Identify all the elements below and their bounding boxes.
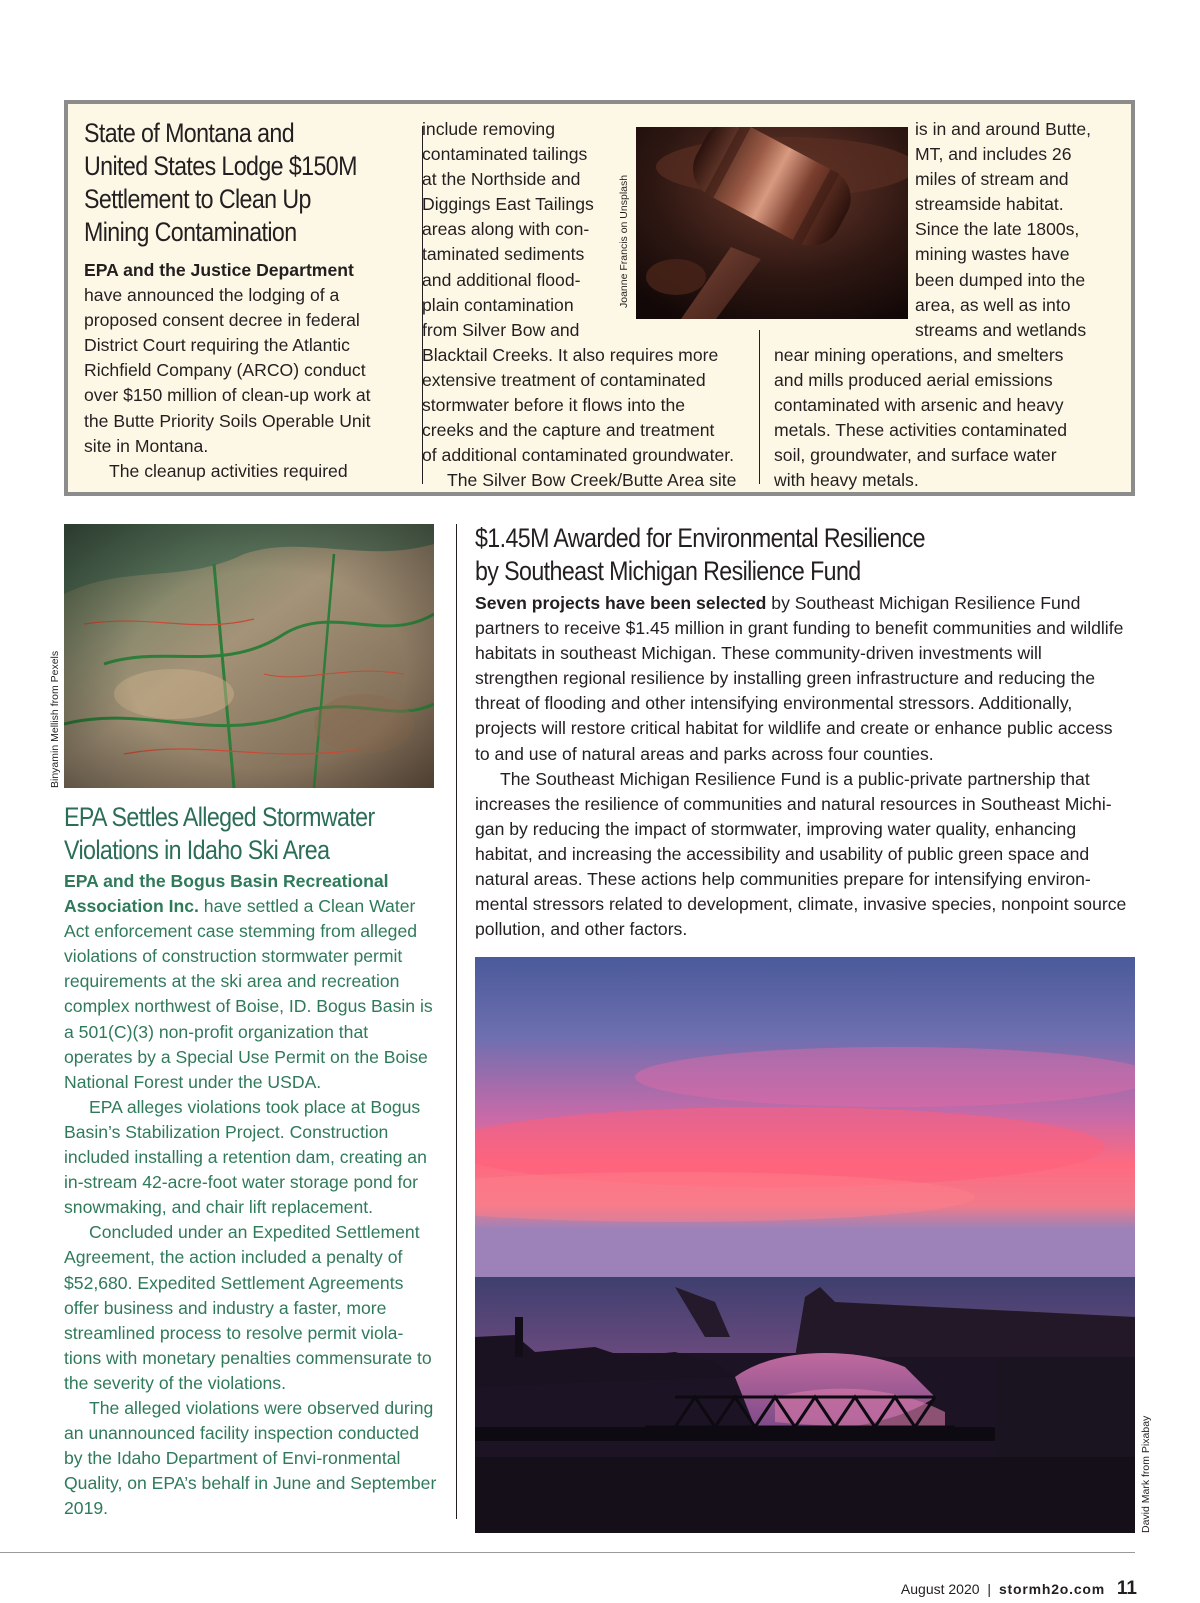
text-line: and additional flood- [422, 269, 581, 290]
montana-para2: The cleanup activities required [109, 460, 348, 481]
footer-separator: | [987, 1581, 992, 1597]
page-number: 11 [1116, 1578, 1137, 1599]
text-line: of additional contaminated groundwater. [422, 445, 735, 466]
map-image [64, 524, 434, 788]
column-divider [456, 524, 457, 1519]
idaho-para3: Concluded under an Expedited Settlement Agreement, the action included a penalty of $52,680. Expedited Settlement Agreements offer business and industry a faster, more streamlined process to resolve permit viola-tions with monetary penalties commensurate to the severity of the violations. [64, 1222, 432, 1393]
headline-line: Violations in Idaho Ski Area [64, 835, 330, 865]
photo-credit: Binyamin Mellish from Pexels [49, 650, 61, 788]
page-footer [901, 1578, 1137, 1600]
body-text: have settled a Clean Water Act enforcement case stemming from alleged violations of construction stormwater permit requirements at the ski area and recreation complex northwest of Boise, ID. Bogus Basin is a 501(C)(3) non-profit organization that operates by a Special Use Permit on the Boise National Forest under the USDA. [64, 896, 433, 1092]
map-photo [64, 524, 434, 788]
lead-bold: EPA and the Justice Department [84, 260, 354, 280]
text-line: soil, groundwater, and surface water [774, 445, 1057, 466]
gavel-photo [636, 127, 908, 319]
idaho-body [64, 869, 440, 1521]
headline-line: Settlement to Clean Up [84, 184, 311, 214]
text-line: streams and wetlands [915, 319, 1087, 340]
michigan-para1 [475, 591, 1127, 767]
montana-col3-narrow [915, 117, 1115, 343]
footer-rule [0, 1552, 1135, 1553]
lead-bold: Seven projects have been selected [475, 593, 767, 613]
site-link[interactable]: stormh2o.com [998, 1581, 1106, 1597]
text-line: stormwater before it flows into the [422, 395, 686, 416]
text-line: miles of stream and [915, 169, 1069, 190]
text-line: The Silver Bow Creek/Butte Area site [447, 470, 737, 491]
text-line: contaminated tailings [422, 144, 588, 165]
body-text: have announced the lodging of a proposed consent decree in federal District Court requiring the Atlantic Richfield Company (ARCO) conduct over $150 million of clean-up work at the Butte Priority Soils Operable Unit site in Montana. [84, 285, 371, 456]
text-line: and mills produced aerial emissions [774, 370, 1053, 391]
montana-headline [84, 117, 414, 249]
column-divider [759, 330, 760, 484]
issue-date: August 2020 [900, 1581, 980, 1597]
sunset-image [475, 957, 1135, 1533]
headline-line: $1.45M Awarded for Environmental Resilience [475, 523, 925, 553]
idaho-para1 [64, 869, 440, 1095]
text-line: Blacktail Creeks. It also requires more [422, 345, 719, 365]
text-line: with heavy metals. [774, 470, 919, 491]
text-line: area, as well as into [915, 294, 1071, 315]
montana-para1 [84, 258, 394, 459]
text-line: metals. These activities contaminated [774, 420, 1068, 441]
montana-col2-wide [422, 343, 752, 494]
text-line: Since the late 1800s, [915, 219, 1080, 240]
headline-line: by Southeast Michigan Resilience Fund [475, 556, 861, 586]
gavel-image [636, 127, 908, 319]
text-line: areas along with con- [422, 219, 590, 240]
headline-line: Mining Contamination [84, 217, 297, 247]
photo-credit: Joanne Francis on Unsplash [618, 174, 630, 308]
text-line: near mining operations, and smelters [774, 345, 1064, 365]
montana-col2-narrow [422, 117, 612, 343]
montana-col1 [84, 258, 394, 484]
michigan-headline [475, 522, 1135, 588]
text-line: Diggings East Tailings [422, 194, 594, 215]
lead-bold: EPA and the Bogus Basin Recreational Association Inc. [64, 871, 389, 917]
idaho-para2: EPA alleges violations took place at Bogus Basin’s Stabilization Project. Construction included installing a retention dam, creating an in-stream 42-acre-foot water storage pond for snowmaking, and chair lift replacement. [64, 1096, 427, 1218]
sunset-photo [475, 957, 1135, 1533]
headline-line: State of Montana and [84, 118, 295, 148]
michigan-para2: The Southeast Michigan Resilience Fund is a public-private partnership that increases the resilience of communities and natural resources in Southeast Michi-gan by reducing the impact of stormwater, improving water quality, enhancing habitat, and increasing the accessibility and usability of public green space and natural areas. These actions help communities prepare for intensifying environ-mental stressors related to development, climate, invasive species, nonpoint source pollution, and other factors. [475, 768, 1127, 940]
text-line: streamside habitat. [915, 194, 1064, 215]
idaho-para4: The alleged violations were observed during an unannounced facility inspection conducted by the Idaho Department of Envi-ronmental Quality, on EPA’s behalf in June and September 2019. [64, 1397, 437, 1519]
montana-col3-wide [774, 343, 1114, 494]
headline-line: United States Lodge $150M [84, 151, 357, 181]
text-line: at the Northside and [422, 169, 581, 190]
text-line: include removing [422, 119, 556, 139]
text-line: taminated sediments [422, 244, 585, 265]
text-line: from Silver Bow and [422, 319, 580, 340]
text-line: is in and around Butte, [915, 119, 1092, 139]
text-line: plain contamination [422, 294, 574, 315]
photo-credit: David Mark from Pixabay [1140, 1415, 1152, 1533]
text-line: contaminated with arsenic and heavy [774, 395, 1064, 416]
text-line: extensive treatment of contaminated [422, 370, 706, 391]
text-line: been dumped into the [915, 269, 1086, 290]
text-line: mining wastes have [915, 244, 1070, 265]
headline-line: EPA Settles Alleged Stormwater [64, 802, 375, 832]
text-line: creeks and the capture and treatment [422, 420, 715, 441]
text-line: MT, and includes 26 [915, 144, 1072, 165]
idaho-headline [64, 801, 444, 867]
michigan-body [475, 591, 1127, 942]
body-text: by Southeast Michigan Resilience Fund partners to receive $1.45 million in grant funding to benefit communities and wildlife habitats in southeast Michigan. These community-driven investments will strengthen regional resilience by installing green infrastructure and reducing the threat of flooding and other intensifying environmental stressors. Additionally, projects will restore critical habitat for wildlife and create or enhance public access to and use of natural areas and parks across four counties. [475, 593, 1124, 764]
